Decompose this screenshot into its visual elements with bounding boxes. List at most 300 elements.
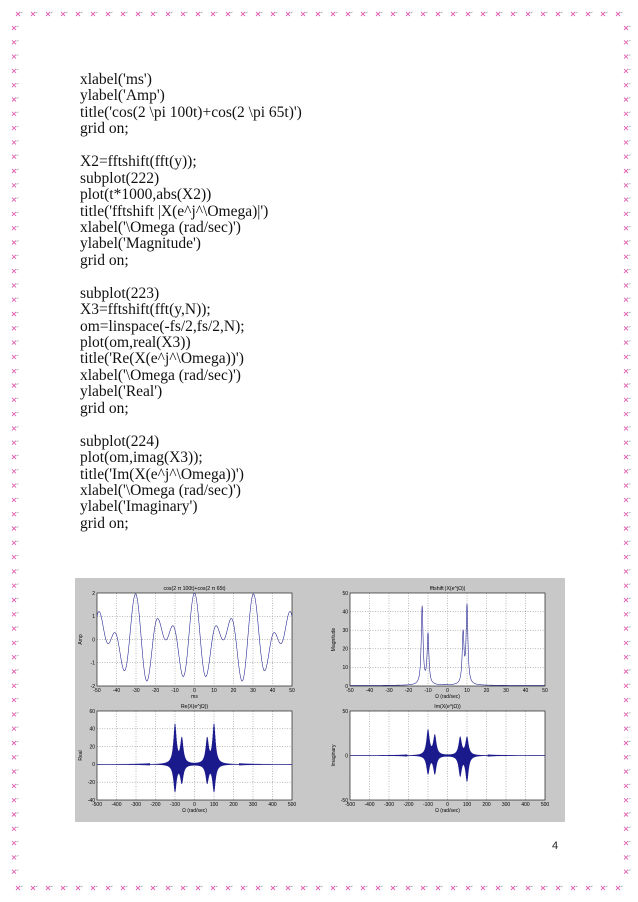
border-star-icon [106, 886, 113, 890]
border-star-icon [624, 484, 631, 488]
border-star-icon [624, 784, 631, 788]
border-star-icon [421, 12, 428, 16]
border-star-icon [256, 886, 263, 890]
x-tick-label: 20 [230, 688, 237, 694]
border-star-icon [12, 755, 19, 759]
border-star-icon [166, 12, 173, 16]
border-star-icon [406, 12, 413, 16]
plot-area [350, 593, 545, 686]
border-star-icon [12, 83, 19, 87]
border-star-icon [286, 886, 293, 890]
x-tick-label: 200 [229, 802, 238, 808]
border-star-icon [624, 855, 631, 859]
border-star-icon [226, 12, 233, 16]
border-star-icon [12, 527, 19, 531]
x-tick-label: -100 [169, 802, 181, 808]
border-star-icon [12, 469, 19, 473]
border-star-icon [12, 598, 19, 602]
border-star-icon [151, 12, 158, 16]
border-star-icon [46, 886, 53, 890]
border-star-icon [624, 183, 631, 187]
y-tick-label: 10 [342, 665, 348, 672]
border-star-icon [12, 798, 19, 802]
x-tick-label: 500 [287, 802, 297, 808]
border-star-icon [624, 684, 631, 688]
border-star-icon [12, 441, 19, 445]
border-star-icon [241, 12, 248, 16]
border-star-icon [12, 555, 19, 559]
y-tick-label: 40 [89, 726, 95, 733]
border-star-icon [12, 169, 19, 173]
border-star-icon [12, 484, 19, 488]
border-star-icon [624, 741, 631, 745]
border-star-icon [12, 98, 19, 102]
border-star-icon [391, 886, 398, 890]
border-star-icon [12, 312, 19, 316]
border-star-icon [16, 886, 23, 890]
border-star-icon [361, 12, 368, 16]
border-star-icon [12, 741, 19, 745]
border-star-icon [316, 886, 323, 890]
x-tick-label: 50 [542, 688, 548, 694]
border-star-icon [624, 384, 631, 388]
border-star-icon [376, 886, 383, 890]
y-tick-label: -20 [87, 780, 95, 786]
y-tick-label: 30 [342, 628, 348, 634]
x-axis-label: Ω (rad/sec) [435, 808, 460, 814]
border-star-icon [624, 770, 631, 774]
border-star-icon [541, 12, 548, 16]
border-star-icon [624, 40, 631, 44]
border-star-icon [526, 12, 533, 16]
border-star-icon [46, 12, 53, 16]
subplot-title: cos(2 π 100t)+cos(2 π 65t) [163, 586, 226, 592]
border-star-icon [12, 55, 19, 59]
border-star-icon [376, 12, 383, 16]
border-star-icon [556, 886, 563, 890]
y-tick-label: -40 [87, 797, 95, 804]
border-star-icon [624, 555, 631, 559]
border-star-icon [624, 255, 631, 259]
border-star-icon [421, 886, 428, 890]
border-star-icon [624, 641, 631, 645]
border-star-icon [624, 527, 631, 531]
border-star-icon [76, 12, 83, 16]
border-star-icon [12, 498, 19, 502]
border-star-icon [624, 870, 631, 874]
border-star-icon [121, 886, 128, 890]
border-star-icon [624, 827, 631, 831]
border-star-icon [624, 140, 631, 144]
border-star-icon [346, 12, 353, 16]
matlab-code-block [80, 72, 560, 532]
border-star-icon [586, 12, 593, 16]
subplot-title: fftshift |X(e^jΩ)| [429, 586, 466, 592]
border-star-icon [361, 886, 368, 890]
x-axis-label: Ω (rad/sec) [182, 808, 207, 814]
border-star-icon [12, 670, 19, 674]
border-star-icon [12, 126, 19, 130]
border-star-icon [624, 198, 631, 202]
border-star-icon [12, 226, 19, 230]
x-tick-label: -30 [385, 688, 393, 694]
code-line: xlabel('\Omega (rad/sec)') [80, 218, 241, 236]
border-star-icon [12, 69, 19, 73]
border-star-icon [12, 541, 19, 545]
y-tick-label: 0 [92, 637, 95, 644]
border-star-icon [624, 469, 631, 473]
border-star-icon [624, 841, 631, 845]
x-tick-label: -20 [151, 688, 160, 694]
border-star-icon [31, 12, 38, 16]
border-star-icon [331, 12, 338, 16]
border-star-icon [12, 712, 19, 716]
border-star-icon [12, 770, 19, 774]
code-line: plot(om,real(X3)) [80, 334, 191, 351]
border-star-icon [624, 283, 631, 287]
x-tick-label: -40 [112, 688, 121, 694]
code-line: xlabel('\Omega (rad/sec)') [80, 366, 241, 384]
border-star-icon [61, 12, 68, 16]
border-star-icon [12, 298, 19, 302]
border-star-icon [466, 886, 473, 890]
x-tick-label: 400 [521, 802, 530, 808]
border-star-icon [624, 26, 631, 30]
subplot-title: Im(X(e^jΩ)) [434, 704, 461, 710]
x-tick-label: 300 [501, 802, 511, 808]
x-tick-label: -400 [111, 802, 122, 808]
border-star-icon [271, 12, 278, 16]
border-star-icon [12, 26, 19, 30]
border-star-icon [12, 627, 19, 631]
x-tick-label: -40 [365, 688, 374, 694]
border-star-icon [12, 140, 19, 144]
x-tick-label: 50 [289, 688, 295, 694]
y-axis-label: Real [78, 750, 84, 761]
x-tick-label: -100 [422, 802, 434, 808]
border-star-icon [256, 12, 263, 16]
x-tick-label: -50 [93, 688, 101, 694]
border-star-icon [76, 886, 83, 890]
border-star-icon [624, 155, 631, 159]
x-tick-label: -30 [132, 688, 140, 694]
border-star-icon [12, 784, 19, 788]
border-star-icon [12, 512, 19, 516]
code-line: title('fftshift |X(e^j^\Omega)|') [80, 202, 269, 220]
border-star-icon [616, 886, 623, 890]
x-tick-label: -20 [404, 688, 413, 694]
x-tick-label: 400 [268, 802, 277, 808]
x-tick-label: 30 [503, 688, 509, 694]
border-star-icon [12, 569, 19, 573]
x-tick-label: 0 [446, 688, 449, 694]
border-star-icon [12, 283, 19, 287]
x-tick-label: -400 [364, 802, 375, 808]
x-tick-label: 200 [482, 802, 491, 808]
border-star-icon [624, 498, 631, 502]
code-line: X3=fftshift(fft(y,N)); [80, 301, 211, 319]
code-line [80, 417, 560, 433]
border-star-icon [624, 269, 631, 273]
border-star-icon [196, 12, 203, 16]
code-line: title('Re(X(e^j^\Omega))') [80, 350, 244, 368]
border-star-icon [91, 886, 98, 890]
border-star-icon [624, 655, 631, 659]
border-star-icon [451, 886, 458, 890]
border-star-icon [624, 627, 631, 631]
border-star-icon [12, 870, 19, 874]
y-tick-label: -2 [90, 683, 95, 690]
border-star-icon [624, 670, 631, 674]
x-tick-label: 30 [250, 688, 256, 694]
border-star-icon [271, 886, 278, 890]
code-line: grid on; [80, 514, 129, 532]
y-tick-label: 40 [342, 609, 348, 616]
border-star-icon [136, 12, 143, 16]
border-star-icon [624, 441, 631, 445]
y-axis-label: Amp [78, 634, 84, 645]
border-star-icon [436, 886, 443, 890]
border-star-icon [624, 326, 631, 330]
subplot-3 [78, 704, 296, 814]
subplot-figure-svg [75, 578, 565, 822]
y-tick-label: 60 [89, 708, 95, 715]
x-tick-label: 10 [211, 688, 217, 694]
border-star-icon [624, 298, 631, 302]
border-star-icon [601, 12, 608, 16]
x-tick-label: -50 [346, 688, 354, 694]
border-star-icon [571, 12, 578, 16]
border-star-icon [624, 126, 631, 130]
border-star-icon [12, 212, 19, 216]
border-star-icon [12, 40, 19, 44]
border-star-icon [241, 886, 248, 890]
border-star-icon [496, 12, 503, 16]
code-line: om=linspace(-fs/2,fs/2,N); [80, 317, 245, 335]
border-star-icon [286, 12, 293, 16]
border-star-icon [624, 98, 631, 102]
border-star-icon [496, 886, 503, 890]
border-star-icon [12, 455, 19, 459]
border-star-icon [624, 569, 631, 573]
x-tick-label: 20 [483, 688, 490, 694]
border-star-icon [151, 886, 158, 890]
subplot-2 [331, 586, 548, 700]
border-star-icon [624, 312, 631, 316]
border-star-icon [346, 886, 353, 890]
y-axis-label: Magnitude [331, 627, 337, 652]
code-line: ylabel('Imaginary') [80, 498, 198, 516]
x-axis-label: ms [191, 694, 198, 700]
border-star-icon [331, 886, 338, 890]
border-star-icon [12, 855, 19, 859]
border-star-icon [624, 541, 631, 545]
border-star-icon [601, 886, 608, 890]
border-star-icon [211, 886, 218, 890]
y-tick-label: 2 [92, 590, 95, 597]
x-tick-label: 10 [464, 688, 470, 694]
border-star-icon [12, 655, 19, 659]
border-star-icon [226, 886, 233, 890]
border-star-icon [511, 886, 518, 890]
border-star-icon [436, 12, 443, 16]
border-star-icon [481, 886, 488, 890]
code-line: subplot(224) [80, 432, 160, 450]
border-star-icon [541, 886, 548, 890]
border-star-icon [481, 12, 488, 16]
subplot-title: Re(X(e^jΩ)) [180, 704, 209, 710]
x-tick-label: -200 [403, 802, 414, 808]
border-star-icon [12, 727, 19, 731]
code-line: ylabel('Real') [80, 383, 163, 401]
x-tick-label: 100 [462, 802, 472, 808]
x-tick-label: -10 [171, 688, 179, 694]
border-star-icon [31, 886, 38, 890]
code-line: grid on; [80, 251, 129, 269]
border-star-icon [12, 813, 19, 817]
x-tick-label: 40 [269, 688, 276, 694]
border-star-icon [511, 12, 518, 16]
x-tick-label: -500 [91, 802, 103, 808]
border-star-icon [12, 398, 19, 402]
border-star-icon [61, 886, 68, 890]
matlab-figure [75, 578, 565, 822]
y-tick-label: 50 [342, 708, 348, 715]
code-line: plot(om,imag(X3)); [80, 449, 203, 467]
border-star-icon [624, 755, 631, 759]
y-tick-label: -50 [340, 797, 348, 804]
border-star-icon [12, 827, 19, 831]
border-star-icon [624, 169, 631, 173]
x-tick-label: 0 [193, 802, 196, 808]
border-star-icon [196, 886, 203, 890]
border-star-icon [12, 155, 19, 159]
border-star-icon [12, 612, 19, 616]
x-tick-label: -300 [383, 802, 395, 808]
border-star-icon [12, 198, 19, 202]
border-star-icon [12, 684, 19, 688]
border-star-icon [12, 341, 19, 345]
border-star-icon [91, 12, 98, 16]
x-tick-label: -500 [344, 802, 356, 808]
y-tick-label: 20 [342, 646, 348, 653]
x-tick-label: -300 [130, 802, 142, 808]
border-star-icon [12, 841, 19, 845]
border-star-icon [12, 269, 19, 273]
border-star-icon [12, 584, 19, 588]
border-star-icon [556, 12, 563, 16]
x-tick-label: 500 [540, 802, 550, 808]
code-line: subplot(222) [80, 169, 160, 187]
border-star-icon [526, 886, 533, 890]
code-line [80, 138, 560, 154]
code-line: ylabel('Amp') [80, 87, 165, 105]
x-tick-label: 0 [446, 802, 449, 808]
code-line: subplot(223) [80, 284, 160, 302]
code-line: ylabel('Magnitude') [80, 235, 201, 253]
x-tick-label: -200 [150, 802, 161, 808]
border-star-icon [616, 12, 623, 16]
border-star-icon [301, 12, 308, 16]
border-star-icon [624, 813, 631, 817]
x-tick-label: -10 [424, 688, 432, 694]
border-star-icon [624, 226, 631, 230]
border-star-icon [624, 241, 631, 245]
border-star-icon [624, 355, 631, 359]
border-star-icon [12, 412, 19, 416]
border-star-icon [166, 886, 173, 890]
border-star-icon [391, 12, 398, 16]
x-tick-label: 100 [209, 802, 219, 808]
code-line: grid on; [80, 120, 129, 138]
y-tick-label: 0 [345, 753, 348, 760]
border-star-icon [12, 355, 19, 359]
border-star-icon [624, 598, 631, 602]
border-star-icon [624, 341, 631, 345]
border-star-icon [136, 886, 143, 890]
border-star-icon [12, 384, 19, 388]
border-star-icon [624, 727, 631, 731]
code-line [80, 269, 560, 285]
code-line: xlabel('\Omega (rad/sec)') [80, 481, 241, 499]
border-star-icon [624, 712, 631, 716]
border-star-icon [406, 886, 413, 890]
border-star-icon [12, 255, 19, 259]
border-star-icon [624, 83, 631, 87]
x-tick-label: 40 [522, 688, 529, 694]
border-star-icon [12, 698, 19, 702]
code-line: X2=fftshift(fft(y)); [80, 153, 197, 171]
y-tick-label: 0 [92, 762, 95, 769]
subplot-1 [78, 586, 295, 700]
code-line: title('Im(X(e^j^\Omega))') [80, 465, 244, 483]
border-star-icon [181, 886, 188, 890]
code-line: title('cos(2 \pi 100t)+cos(2 \pi 65t)') [80, 103, 302, 121]
border-star-icon [12, 112, 19, 116]
y-tick-label: 20 [89, 744, 95, 751]
border-star-icon [301, 886, 308, 890]
code-line: plot(t*1000,abs(X2)) [80, 186, 212, 204]
border-star-icon [466, 12, 473, 16]
x-tick-label: 300 [248, 802, 258, 808]
border-star-icon [12, 241, 19, 245]
border-star-icon [451, 12, 458, 16]
border-star-icon [624, 612, 631, 616]
page-number: 4 [552, 840, 559, 852]
border-star-icon [624, 212, 631, 216]
border-star-icon [624, 512, 631, 516]
border-star-icon [16, 12, 23, 16]
border-star-icon [316, 12, 323, 16]
code-line: xlabel('ms') [80, 71, 152, 88]
border-star-icon [624, 584, 631, 588]
y-axis-label: Imaginary [331, 744, 337, 767]
border-star-icon [624, 426, 631, 430]
y-tick-label: 50 [342, 590, 348, 597]
x-axis-label: Ω (rad/sec) [435, 694, 460, 700]
border-star-icon [181, 12, 188, 16]
border-star-icon [12, 183, 19, 187]
border-star-icon [624, 55, 631, 59]
border-star-icon [586, 886, 593, 890]
y-tick-label: 1 [92, 614, 95, 621]
border-star-icon [624, 698, 631, 702]
border-star-icon [211, 12, 218, 16]
border-star-icon [571, 886, 578, 890]
y-tick-label: 0 [345, 683, 348, 690]
border-star-icon [12, 641, 19, 645]
y-tick-label: -1 [90, 660, 95, 667]
